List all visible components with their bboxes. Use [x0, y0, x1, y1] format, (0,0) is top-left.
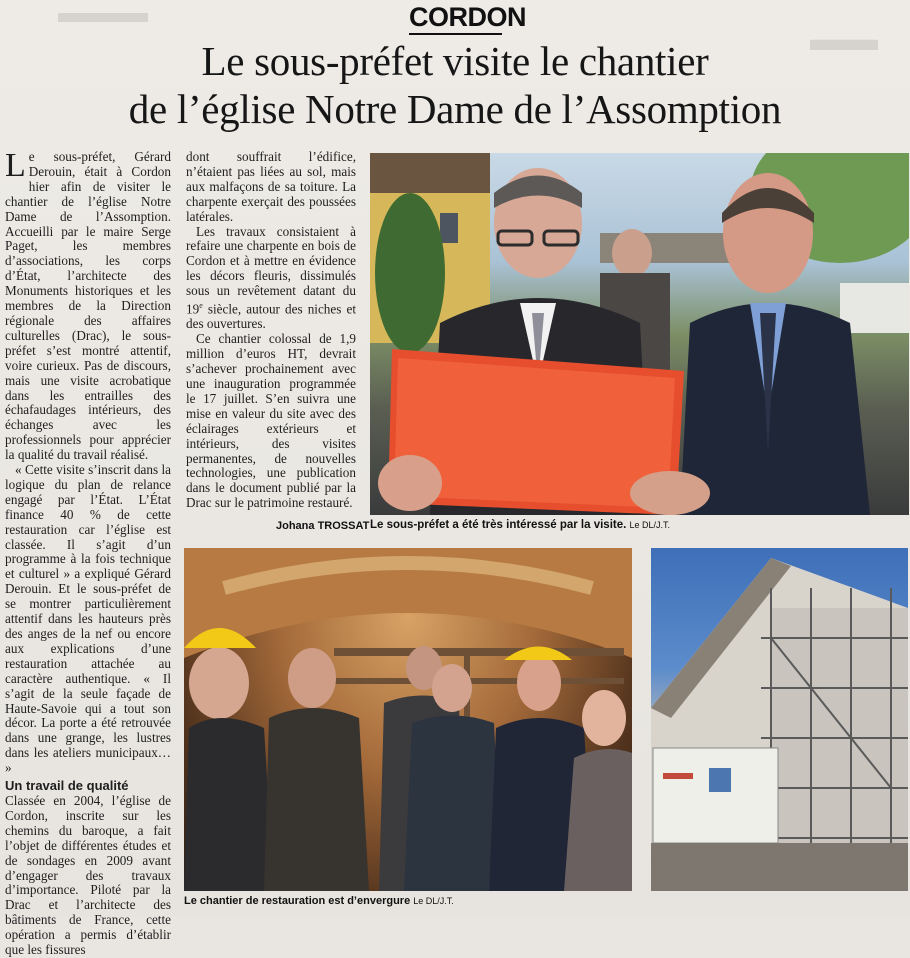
subheading: Un travail de qualité [5, 778, 129, 794]
photo-caption-main: Le sous-préfet a été très intéressé par la visite. Le DL/J.T. [370, 519, 671, 531]
article-column-2 [186, 150, 356, 511]
paragraph: e sous-préfet, Gérard Derouin, était à Cordon hier afin de visiter le chantier de l’église Notre Dame de l’Assomption. Accueilli par le maire Serge Paget, les membres d’associations, les corps d’État, l’architecte des Monuments historiques et les membres de la Direction régionale des affaires culturelles (Drac), le sous-préfet s’est montré attentif, voire curieux. Pas de discours, mais une visite acrobatique dans les entrailles des échafaudages intérieurs, des échanges avec les professionnels pour apprécier la qualité du travail réalisé. [5, 149, 171, 463]
paragraph: dont souffrait l’édifice, n’étaient pas liées au sol, mais aux malfaçons de sa toiture. La charpente exerçait des poussées latérales. [186, 149, 356, 224]
ghost-print: ▬▬ [810, 20, 878, 58]
paragraph: Ce chantier colossal de 1,9 million d’euros HT, devrait s’achever prochainement avec une inauguration programmée le 17 juillet. S’en suivra une mise en valeur du site avec des éclairages extérieurs et intérieurs, des visites permanentes, de nouvelles technologies, une publication dans le document publié par la Drac sur le patrimoine restauré. [186, 331, 356, 511]
headline-line-1: Le sous-préfet visite le chantier [201, 38, 709, 84]
section-kicker: CORDON [409, 1, 502, 35]
dropcap: L [5, 147, 26, 184]
photo-group-inside-church [184, 548, 632, 891]
ghost-print: ▬▬▬ [58, 0, 148, 29]
photo-subprefect-reading [370, 153, 909, 515]
article-column-1 [5, 147, 171, 958]
paragraph: Les travaux consistaient à refaire une charpente en bois de Cordon et à mettre en évidence les décors fleuris, dissimulés sous un revêtement datant du 19e siècle, autour des niches et des ouvertures. [186, 223, 356, 332]
paragraph: Classée en 2004, l’église de Cordon, inscrite sur les chemins du baroque, a fait l’objet de différentes études et de sondages en 2009 avant d’engager des travaux d’importance. Piloté par la Drac et l’architecte des bâtiments de France, cette opération a permis d’établir que les fissures [5, 792, 171, 958]
photo-church-scaffolding [651, 548, 908, 891]
byline: Johana TROSSAT [276, 520, 370, 532]
paragraph: « Cette visite s’inscrit dans la logique du plan de relance engagé par l’État. L’État finance 40 % de cette restauration car l’église est classée. Il s’agit d’un programme à la fois technique et culturel » a expliqué Gérard Derouin. Et le sous-préfet de se montrer particulièrement attentif dans les hauteurs près des anges de la nef ou encore aux explications d’une restauration attachée au caractère authentique. « Il s’agit de la seule façade de Haute-Savoie qui a tout son décor. La porte a été retrouvée dans une grange, les lustres dans les ateliers municipaux… » [5, 462, 171, 776]
photo-caption-group: Le chantier de restauration est d’envergure Le DL/J.T. [184, 895, 454, 907]
headline-line-2: de l’église Notre Dame de l’Assomption [128, 86, 782, 132]
